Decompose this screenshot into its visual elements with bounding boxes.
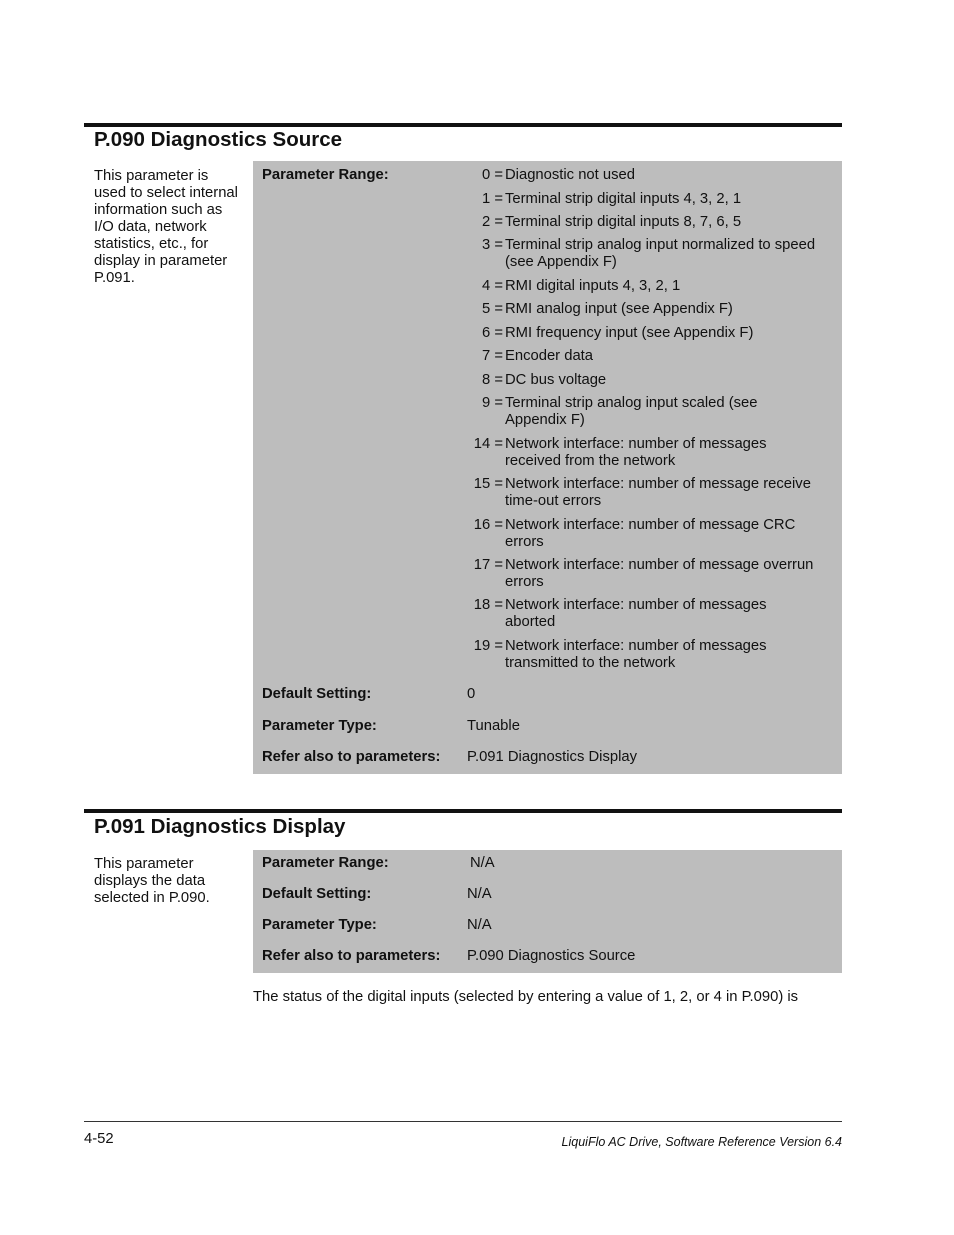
option-text: Diagnostic not used — [505, 167, 635, 183]
option-number: 16 = — [473, 517, 503, 533]
footer-rule — [84, 1121, 842, 1122]
option-text: RMI analog input (see Appendix F) — [505, 301, 733, 317]
body-paragraph: The status of the digital inputs (selected by entering a value of 1, 2, or 4 in P.090) is — [253, 989, 799, 1005]
option-text: RMI frequency input (see Appendix F) — [505, 325, 754, 341]
option-number: 15 = — [473, 476, 503, 492]
option-number: 19 = — [473, 638, 503, 654]
option-text: Network interface: number of message CRC errors — [505, 517, 796, 550]
option-number: 6 = — [482, 325, 503, 341]
refer-value: P.091 Diagnostics Display — [467, 749, 637, 765]
type-label: Parameter Type: — [262, 917, 377, 933]
option-number: 3 = — [482, 237, 503, 253]
refer-label: Refer also to parameters: — [262, 948, 441, 964]
option-number: 17 = — [473, 557, 503, 573]
option-number: 7 = — [482, 348, 503, 364]
option-text: Network interface: number of message overrun errors — [505, 557, 814, 590]
range-label: Parameter Range: — [262, 167, 389, 183]
option-number: 0 = — [482, 167, 503, 183]
option-number: 5 = — [482, 301, 503, 317]
section-heading-p090: P.090 Diagnostics Source — [94, 128, 343, 151]
option-text: DC bus voltage — [505, 372, 607, 388]
option-number: 18 = — [473, 597, 503, 613]
option-text: Terminal strip analog input normalized to speed (see Appendix F) — [505, 237, 816, 270]
default-label: Default Setting: — [262, 686, 372, 702]
parameter-table-p091 — [253, 850, 842, 973]
option-text: RMI digital inputs 4, 3, 2, 1 — [505, 278, 681, 294]
option-number: 9 = — [482, 395, 503, 411]
type-label: Parameter Type: — [262, 718, 377, 734]
option-text: Encoder data — [505, 348, 594, 364]
option-number: 1 = — [482, 191, 503, 207]
option-text: Network interface: number of messages received from the network — [505, 436, 767, 469]
option-text: Terminal strip digital inputs 4, 3, 2, 1 — [505, 191, 742, 207]
option-text: Terminal strip analog input scaled (see Appendix F) — [505, 395, 758, 428]
option-text: Network interface: number of messages aborted — [505, 597, 767, 630]
range-label: Parameter Range: — [262, 855, 389, 871]
document-title: LiquiFlo AC Drive, Software Reference Version 6.4 — [561, 1135, 842, 1149]
option-number: 8 = — [482, 372, 503, 388]
option-number: 2 = — [482, 214, 503, 230]
section-description-p090: This parameter is used to select internal information such as I/O data, network statistics, etc., for display in parameter P.091. — [94, 168, 238, 286]
section-rule-p091 — [84, 809, 842, 813]
type-value: N/A — [467, 917, 492, 933]
default-label: Default Setting: — [262, 886, 372, 902]
section-rule-p090 — [84, 123, 842, 127]
option-number: 4 = — [482, 278, 503, 294]
range-value: N/A — [470, 855, 495, 871]
page-number: 4-52 — [84, 1131, 114, 1147]
section-description-p091: This parameter displays the data selected in P.090. — [94, 856, 210, 906]
option-text: Network interface: number of messages transmitted to the network — [505, 638, 767, 671]
refer-label: Refer also to parameters: — [262, 749, 441, 765]
default-value: N/A — [467, 886, 492, 902]
default-value: 0 — [467, 686, 476, 702]
type-value: Tunable — [467, 718, 520, 734]
option-text: Terminal strip digital inputs 8, 7, 6, 5 — [505, 214, 742, 230]
section-heading-p091: P.091 Diagnostics Display — [94, 815, 346, 838]
refer-value: P.090 Diagnostics Source — [467, 948, 636, 964]
option-text: Network interface: number of message receive time-out errors — [505, 476, 811, 509]
parameter-table-p090 — [253, 161, 842, 774]
option-number: 14 = — [473, 436, 503, 452]
